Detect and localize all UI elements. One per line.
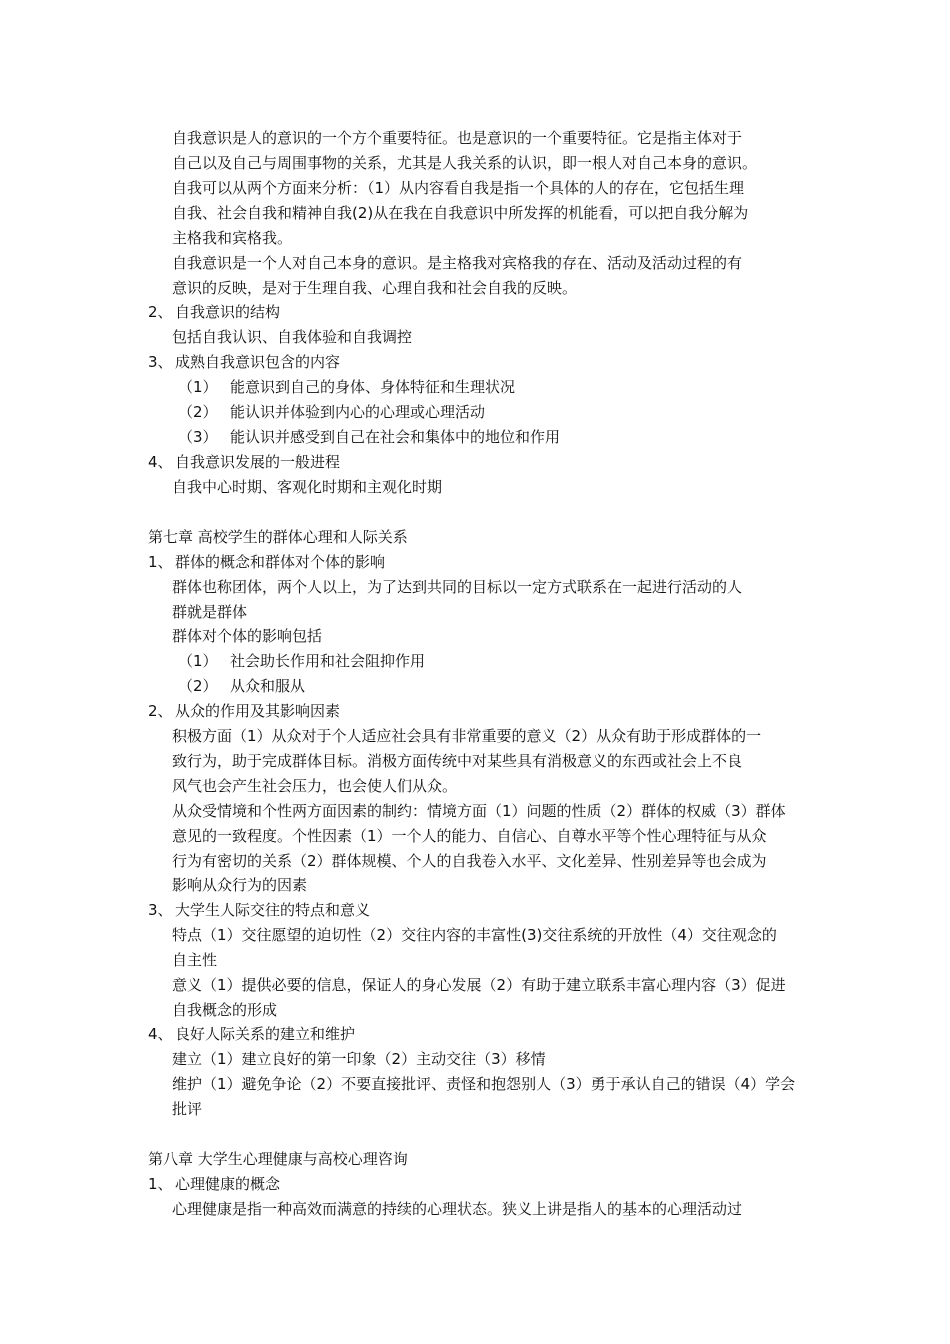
section-number: 2、	[148, 702, 173, 720]
paragraph-line: 自我概念的形成	[172, 1001, 278, 1019]
list-item-text: 能认识并体验到内心的心理或心理活动	[230, 403, 486, 421]
section-number: 2、	[148, 303, 173, 321]
paragraph-line: 主格我和宾格我。	[172, 229, 293, 247]
paragraph-line: 自我中心时期、客观化时期和主观化时期	[172, 478, 443, 496]
section-heading-text: 成熟自我意识包含的内容	[175, 353, 341, 371]
paragraph-line: 致行为，助于完成群体目标。消极方面传统中对某些具有消极意义的东西或社会上不良	[172, 752, 743, 770]
paragraph-line: 群就是群体	[172, 603, 248, 621]
paragraph-line: 批评	[172, 1100, 203, 1118]
paragraph-line: 自主性	[172, 951, 218, 969]
paragraph-line: 影响从众行为的因素	[172, 876, 308, 894]
paragraph-line: 自我意识是一个人对自己本身的意识。是主格我对宾格我的存在、活动及活动过程的有	[172, 254, 743, 272]
list-item	[178, 425, 560, 449]
section-heading-text: 良好人际关系的建立和维护	[175, 1025, 356, 1043]
section-heading	[148, 350, 340, 374]
chapter-title: 第七章 高校学生的群体心理和人际关系	[148, 528, 408, 546]
section-heading	[148, 1022, 355, 1046]
paragraph-line: 群体对个体的影响包括	[172, 627, 323, 645]
paragraph-line: 心理健康是指一种高效而满意的持续的心理状态。狭义上讲是指人的基本的心理活动过	[172, 1200, 743, 1218]
paragraph-line: 自我意识是人的意识的一个方个重要特征。也是意识的一个重要特征。它是指主体对于	[172, 129, 743, 147]
list-item-number: （2）	[178, 403, 218, 421]
paragraph-line: 自我、社会自我和精神自我(2)从在我在自我意识中所发挥的机能看，可以把自我分解为	[172, 204, 749, 222]
list-item	[178, 649, 425, 673]
paragraph-line: 自己以及自己与周围事物的关系，尤其是人我关系的认识，即一根人对自己本身的意识。	[172, 154, 758, 172]
paragraph-line: 维护（1）避免争论（2）不要直接批评、责怪和抱怨别人（3）勇于承认自己的错误（4）学会	[172, 1075, 796, 1093]
paragraph-line: 包括自我认识、自我体验和自我调控	[172, 328, 413, 346]
list-item-text: 从众和服从	[230, 677, 306, 695]
list-item-number: （2）	[178, 677, 218, 695]
list-item-text: 社会助长作用和社会阻抑作用	[230, 652, 426, 670]
section-heading-text: 自我意识的结构	[175, 303, 281, 321]
section-heading	[148, 300, 280, 324]
list-item-number: （1）	[178, 378, 218, 396]
paragraph-line: 建立（1）建立良好的第一印象（2）主动交往（3）移情	[172, 1050, 546, 1068]
section-heading	[148, 1172, 280, 1196]
paragraph-line: 意识的反映，是对于生理自我、心理自我和社会自我的反映。	[172, 279, 578, 297]
section-heading-text: 群体的概念和群体对个体的影响	[175, 553, 386, 571]
list-item-number: （1）	[178, 652, 218, 670]
section-heading-text: 从众的作用及其影响因素	[175, 702, 341, 720]
section-heading	[148, 699, 340, 723]
paragraph-line: 自我可以从两个方面来分析：（1）从内容看自我是指一个具体的人的存在，它包括生理	[172, 179, 745, 197]
paragraph-line: 从众受情境和个性两方面因素的制约：情境方面（1）问题的性质（2）群体的权威（3）群体	[172, 802, 786, 820]
section-heading-text: 心理健康的概念	[175, 1175, 281, 1193]
section-number: 3、	[148, 901, 173, 919]
section-heading	[148, 450, 340, 474]
list-item	[178, 674, 305, 698]
list-item-text: 能意识到自己的身体、身体特征和生理状况	[230, 378, 516, 396]
section-heading-text: 自我意识发展的一般进程	[175, 453, 341, 471]
paragraph-line: 行为有密切的关系（2）群体规模、个人的自我卷入水平、文化差异、性别差异等也会成为	[172, 852, 767, 870]
section-number: 4、	[148, 453, 173, 471]
paragraph-line: 特点（1）交往愿望的迫切性（2）交往内容的丰富性(3)交往系统的开放性（4）交往观念的	[172, 926, 777, 944]
paragraph-line: 积极方面（1）从众对于个人适应社会具有非常重要的意义（2）从众有助于形成群体的一	[172, 727, 762, 745]
section-number: 3、	[148, 353, 173, 371]
section-heading	[148, 550, 385, 574]
list-item	[178, 400, 485, 424]
list-item-number: （3）	[178, 428, 218, 446]
paragraph-line: 意见的一致程度。个性因素（1）一个人的能力、自信心、自尊水平等个性心理特征与从众	[172, 827, 767, 845]
section-number: 1、	[148, 553, 173, 571]
section-number: 4、	[148, 1025, 173, 1043]
list-item-text: 能认识并感受到自己在社会和集体中的地位和作用	[230, 428, 561, 446]
section-heading	[148, 898, 370, 922]
list-item	[178, 375, 515, 399]
paragraph-line: 风气也会产生社会压力，也会使人们从众。	[172, 777, 458, 795]
paragraph-line: 群体也称团体，两个人以上，为了达到共同的目标以一定方式联系在一起进行活动的人	[172, 578, 743, 596]
paragraph-line: 意义（1）提供必要的信息，保证人的身心发展（2）有助于建立联系丰富心理内容（3）促进	[172, 976, 786, 994]
section-number: 1、	[148, 1175, 173, 1193]
chapter-title: 第八章 大学生心理健康与高校心理咨询	[148, 1150, 408, 1168]
section-heading-text: 大学生人际交往的特点和意义	[175, 901, 371, 919]
